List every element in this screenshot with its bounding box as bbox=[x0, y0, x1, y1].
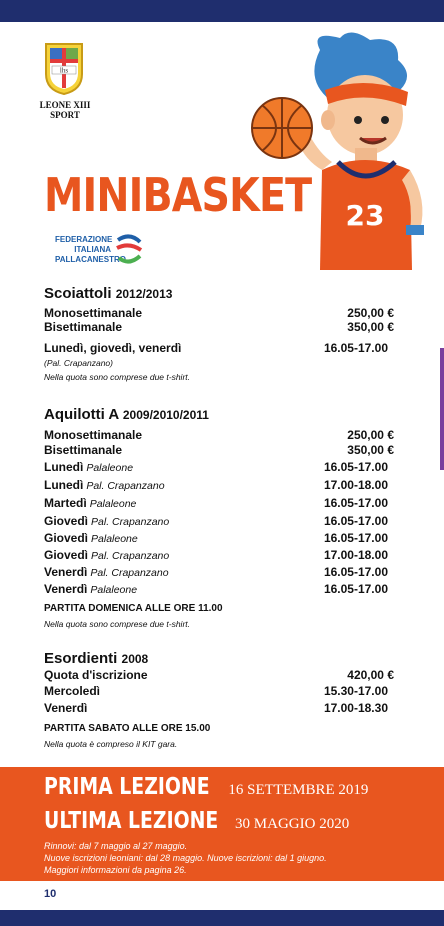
section-title-esordienti bbox=[44, 650, 148, 667]
federation-logo-icon bbox=[114, 234, 144, 266]
row-label bbox=[44, 531, 138, 547]
schedule-row bbox=[44, 548, 394, 563]
row-label bbox=[44, 496, 136, 512]
day: Martedì bbox=[44, 496, 87, 510]
page-number: 10 bbox=[44, 888, 57, 900]
row-value: 17.00-18.00 bbox=[323, 548, 388, 562]
section-title-scoiattoli bbox=[44, 285, 172, 302]
row-label: Bisettimanale bbox=[44, 320, 123, 334]
venue: Palaleone bbox=[90, 584, 138, 596]
row-value: 420,00 € bbox=[347, 668, 394, 682]
venue: Pal. Crapanzano bbox=[91, 550, 170, 562]
row-value: 15.30-17.00 bbox=[323, 684, 388, 698]
match-note: PARTITA SABATO ALLE ORE 15.00 bbox=[44, 723, 211, 734]
schedule-row bbox=[44, 460, 394, 475]
jersey-number: 23 bbox=[345, 199, 385, 232]
row-value: 250,00 € bbox=[347, 306, 394, 320]
section-title-aquilotti bbox=[44, 406, 209, 423]
section-years: 2009/2010/2011 bbox=[122, 408, 209, 422]
venue: Pal. Crapanzano bbox=[86, 480, 165, 492]
row-value: 16.05-17.00 bbox=[323, 514, 388, 528]
side-tab bbox=[440, 348, 444, 470]
tshirt-note: Nella quota sono comprese due t-shirt. bbox=[44, 372, 190, 382]
day: Giovedì bbox=[44, 514, 89, 528]
row-value: 350,00 € bbox=[347, 443, 394, 457]
section-name: Aquilotti A bbox=[44, 406, 119, 423]
day: Venerdì bbox=[44, 582, 88, 596]
schedule-row bbox=[44, 341, 394, 356]
row-label bbox=[44, 460, 133, 476]
venue: Palaleone bbox=[86, 462, 134, 474]
row-label: Quota d'iscrizione bbox=[44, 668, 148, 682]
price-row bbox=[44, 443, 394, 458]
row-label bbox=[44, 548, 169, 564]
row-value: 16.05-17.00 bbox=[323, 582, 388, 596]
section-years: 2008 bbox=[121, 652, 149, 666]
day: Giovedì bbox=[44, 548, 89, 562]
federation-line3: PALLACANESTRO bbox=[55, 255, 126, 264]
row-label bbox=[44, 478, 165, 494]
enrollment-info: Nuove iscrizioni leoniani: dal 28 maggio. Nuove iscrizioni: dal 1 giugno. bbox=[44, 853, 327, 863]
row-value: 17.00-18.30 bbox=[323, 701, 388, 715]
schedule-row bbox=[44, 582, 394, 597]
section-name: Scoiattoli bbox=[44, 285, 112, 302]
day: Giovedì bbox=[44, 531, 89, 545]
page-title: MINIBASKET bbox=[44, 168, 312, 222]
row-label bbox=[44, 565, 169, 581]
first-lesson-date: 16 SETTEMBRE 2019 bbox=[228, 782, 369, 798]
schedule-row bbox=[44, 478, 394, 493]
schedule-row bbox=[44, 565, 394, 580]
venue: Pal. Crapanzano bbox=[90, 567, 169, 579]
tshirt-note: Nella quota sono comprese due t-shirt. bbox=[44, 619, 190, 629]
price-row bbox=[44, 668, 394, 683]
row-label: Lunedì, giovedì, venerdì bbox=[44, 341, 182, 355]
schedule-row bbox=[44, 684, 394, 699]
price-row bbox=[44, 320, 394, 335]
basketball-kid-illustration bbox=[250, 30, 430, 275]
section-name: Esordienti bbox=[44, 650, 118, 667]
crest-caption-line1: LEONE XIII bbox=[39, 100, 91, 110]
first-lesson bbox=[44, 774, 368, 800]
schedule-row bbox=[44, 514, 394, 529]
venue: Palaleone bbox=[89, 498, 137, 510]
price-row bbox=[44, 428, 394, 443]
row-label: Mercoledì bbox=[44, 684, 101, 698]
row-label bbox=[44, 582, 137, 598]
row-value: 350,00 € bbox=[347, 320, 394, 334]
row-value: 250,00 € bbox=[347, 428, 394, 442]
schedule-row bbox=[44, 531, 394, 546]
top-bar bbox=[0, 0, 444, 22]
row-label: Monosettimanale bbox=[44, 306, 143, 320]
federation-line1: FEDERAZIONE bbox=[55, 235, 113, 244]
federation-name bbox=[55, 235, 126, 265]
crest-letters: lhs bbox=[59, 66, 69, 75]
crest-caption-line2: SPORT bbox=[50, 110, 80, 120]
row-value: 16.05-17.00 bbox=[323, 341, 388, 355]
row-value: 16.05-17.00 bbox=[323, 496, 388, 510]
day: Lunedì bbox=[44, 478, 84, 492]
venue-note: (Pal. Crapanzano) bbox=[44, 358, 113, 368]
renewal-info: Rinnovi: dal 7 maggio al 27 maggio. bbox=[44, 841, 188, 851]
row-label: Bisettimanale bbox=[44, 443, 123, 457]
more-info: Maggiori informazioni da pagina 26. bbox=[44, 865, 187, 875]
row-value: 16.05-17.00 bbox=[323, 460, 388, 474]
last-lesson bbox=[44, 808, 349, 834]
schedule-row bbox=[44, 701, 394, 716]
first-lesson-label: PRIMA LEZIONE bbox=[44, 774, 210, 800]
crest-caption bbox=[30, 100, 100, 120]
bottom-bar bbox=[0, 910, 444, 926]
last-lesson-label: ULTIMA LEZIONE bbox=[44, 808, 219, 834]
row-value: 16.05-17.00 bbox=[323, 531, 388, 545]
crest-logo-icon bbox=[44, 42, 84, 96]
day: Venerdì bbox=[44, 565, 88, 579]
row-label: Venerdì bbox=[44, 701, 88, 715]
price-row bbox=[44, 306, 394, 321]
row-value: 17.00-18.00 bbox=[323, 478, 388, 492]
kit-note: Nella quota è compreso il KIT gara. bbox=[44, 739, 178, 749]
day: Lunedì bbox=[44, 460, 84, 474]
venue: Palaleone bbox=[91, 533, 138, 545]
federation-line2: ITALIANA bbox=[74, 245, 111, 254]
row-value: 16.05-17.00 bbox=[323, 565, 388, 579]
match-note: PARTITA DOMENICA ALLE ORE 11.00 bbox=[44, 603, 223, 614]
row-label bbox=[44, 514, 169, 530]
venue: Pal. Crapanzano bbox=[91, 516, 170, 528]
last-lesson-date: 30 MAGGIO 2020 bbox=[235, 816, 350, 832]
section-years: 2012/2013 bbox=[115, 287, 173, 301]
schedule-row bbox=[44, 496, 394, 511]
row-label: Monosettimanale bbox=[44, 428, 143, 442]
